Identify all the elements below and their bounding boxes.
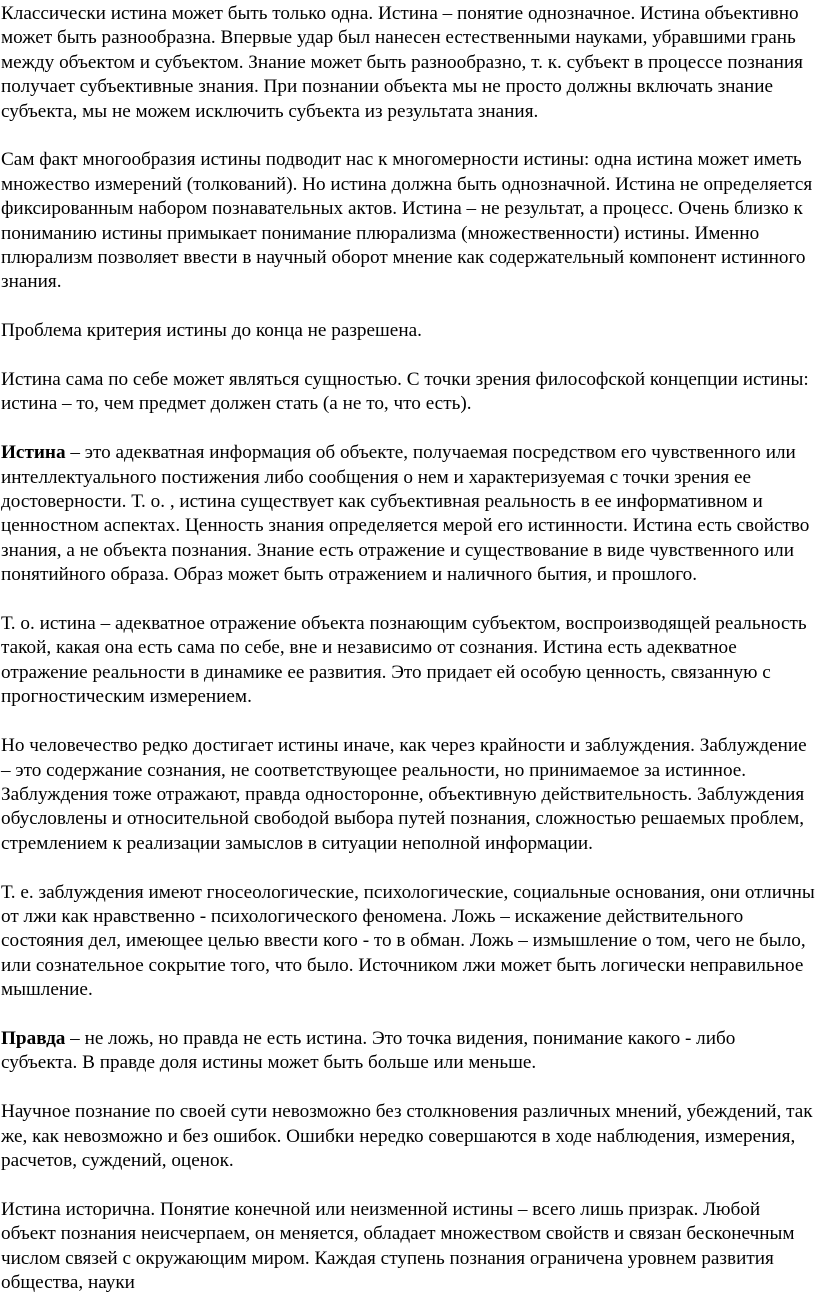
paragraph-text: Научное познание по своей сути невозможно без столкновения различных мнений, убеждений, так же, как невозможно и без ошибок. Ошибки нередко совершаются в ходе наблюдения, измерения, расчетов, суждений, оценок. <box>1 1101 813 1171</box>
paragraph-text: Истина исторична. Понятие конечной или неизменной истины – всего лишь призрак. Любой объект познания неисчерпаем, он меняется, обладает множеством свойств и связан бесконечным числом связей с окружающим миром. Каждая ступень познания ограничена уровнем развития общества, науки <box>1 1198 795 1293</box>
paragraph-9 <box>1 1027 816 1076</box>
paragraph-6 <box>1 612 816 710</box>
paragraph-7 <box>1 734 816 856</box>
paragraph-4 <box>1 368 816 417</box>
bold-term: Правда <box>1 1027 66 1049</box>
paragraph-10 <box>1 1100 816 1173</box>
paragraph-text: Проблема критерия истины до конца не разрешена. <box>1 320 422 342</box>
paragraph-text: Истина сама по себе может являться сущностью. С точки зрения философской концепции истины: истина – то, чем предмет должен стать (а не то, что есть). <box>1 369 809 415</box>
paragraph-8 <box>1 881 816 1003</box>
paragraph-1 <box>1 2 816 124</box>
paragraph-2 <box>1 148 816 294</box>
paragraph-text: – не ложь, но правда не есть истина. Это точка видения, понимание какого - либо субъекта. В правде доля истины может быть больше или меньше. <box>1 1027 736 1074</box>
paragraph-11 <box>1 1198 816 1295</box>
paragraph-text: Т. о. истина – адекватное отражение объекта познающим субъектом, воспроизводящей реальность такой, какая она есть сама по себе, вне и независимо от сознания. Истина есть адекватное отражение реальности в динамике ее развития. Это придает ей особую ценность, связанную с прогностическим измерением. <box>1 613 807 708</box>
paragraph-3 <box>1 319 816 343</box>
paragraph-text: Но человечество редко достигает истины иначе, как через крайности и заблуждения. Заблуждение – это содержание сознания, не соответствующее реальности, но принимаемое за истинное. Заблуждения тоже отражают, правда односторонне, объективную действительность. Заблуждения обусловлены и относительной свободой выбора путей познания, сложностью решаемых проблем, стремлением к реализации замыслов в ситуации неполной информации. <box>1 735 807 854</box>
paragraph-text: Сам факт многообразия истины подводит нас к многомерности истины: одна истина может иметь множество измерений (толкований). Но истина должна быть однозначной. Истина не определяется фиксированным набором познавательных актов. Истина – не результат, а процесс. Очень близко к пониманию истины примыкает понимание плюрализма (множественности) истины. Именно плюрализм позволяет ввести в научный оборот мнение как содержательный компонент истинного знания. <box>1 149 813 293</box>
paragraph-text: Классически истина может быть только одна. Истина – понятие однозначное. Истина объективно может быть разнообразна. Впервые удар был нанесен естественными науками, убравшими грань между объектом и субъектом. Знание может быть разнообразно, т. к. субъект в процессе познания получает субъективные знания. При познании объекта мы не просто должны включать знание субъекта, мы не можем исключить субъекта из результата знания. <box>1 3 803 122</box>
paragraph-text: – это адекватная информация об объекте, получаемая посредством его чувственного или интеллектуального постижения либо сообщения о нем и характеризуемая с точки зрения ее достоверности. Т. о. , истина существует как субъективная реальность в ее информативном и ценностном аспектах. Ценность знания определяется мерой его истинности. Истина есть свойство знания, а не объекта познания. Знание есть отражение и существование в виде чувственного или понятийного образа. Образ может быть отражением и наличного бытия, и прошлого. <box>1 442 810 586</box>
paragraph-5 <box>1 441 816 587</box>
bold-term: Истина <box>1 442 66 464</box>
paragraph-text: Т. е. заблуждения имеют гносеологические, психологические, социальные основания, они отличны от лжи как нравственно - психологического феномена. Ложь – искажение действительного состояния дел, имеющее целью ввести кого - то в обман. Ложь – измышление о том, чего не было, или сознательное сокрытие того, что было. Источником лжи может быть логически неправильное мышление. <box>1 881 815 1001</box>
